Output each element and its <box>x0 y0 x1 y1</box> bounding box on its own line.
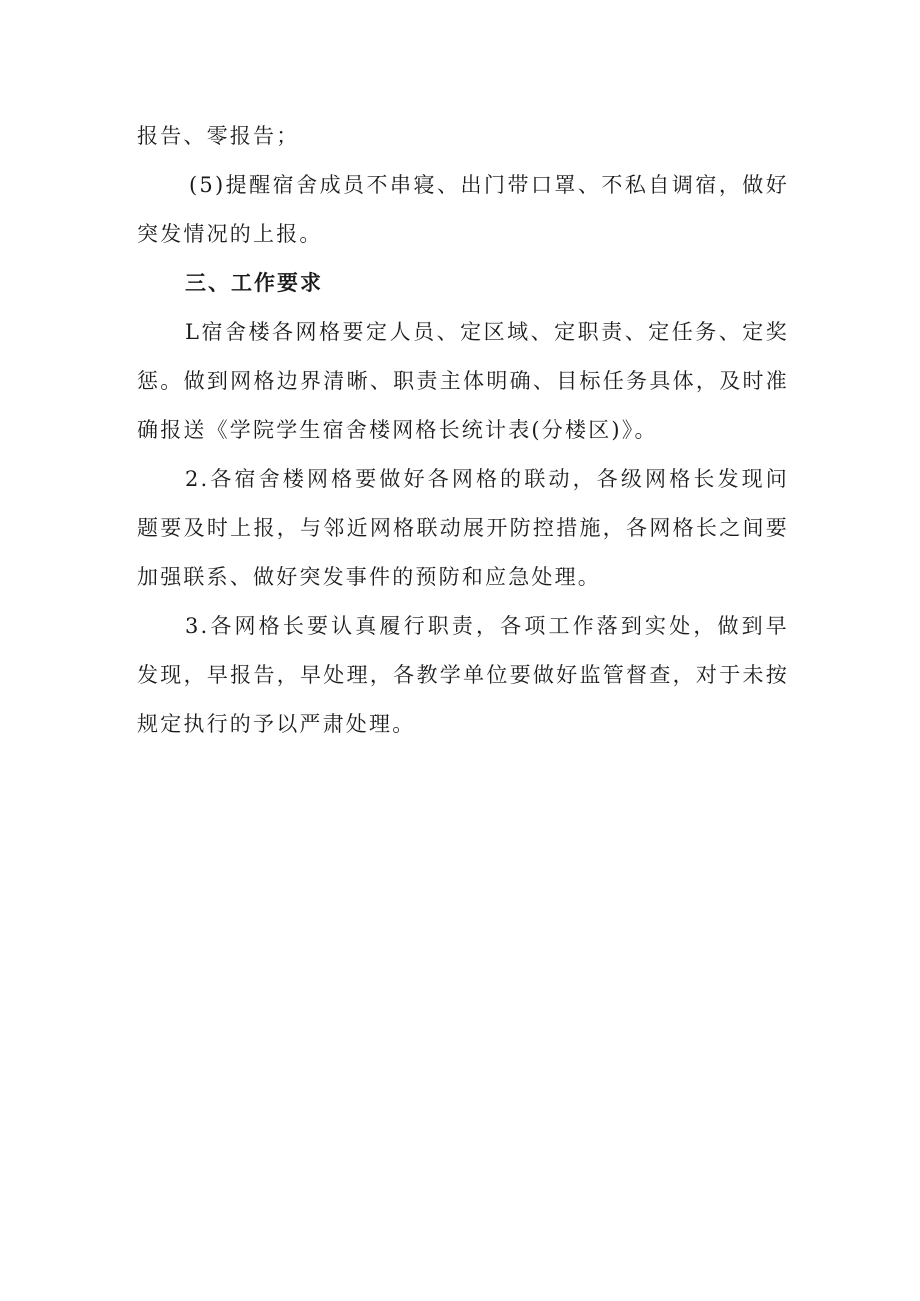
paragraph-requirement-2: 2.各宿舍楼网格要做好各网格的联动，各级网格长发现问题要及时上报，与邻近网格联动展开防控措施，各网格长之间要加强联系、做好突发事件的预防和应急处理。 <box>137 467 789 589</box>
section-heading-work-requirements: 三、工作要求 <box>185 271 323 295</box>
document-body <box>137 112 789 749</box>
paragraph-report-continuation: 报告、零报告； <box>137 124 300 148</box>
paragraph-requirement-3: 3.各网格长要认真履行职责，各项工作落到实处，做到早发现，早报告，早处理，各教学单位要做好监管督查，对于未按规定执行的予以严肃处理。 <box>137 614 789 736</box>
paragraph-item-5: (5)提醒宿舍成员不串寝、出门带口罩、不私自调宿，做好突发情况的上报。 <box>137 173 789 246</box>
paragraph-requirement-1: L宿舍楼各网格要定人员、定区域、定职责、定任务、定奖惩。做到网格边界清晰、职责主体明确、目标任务具体，及时准确报送《学院学生宿舍楼网格长统计表(分楼区)》。 <box>137 320 789 442</box>
